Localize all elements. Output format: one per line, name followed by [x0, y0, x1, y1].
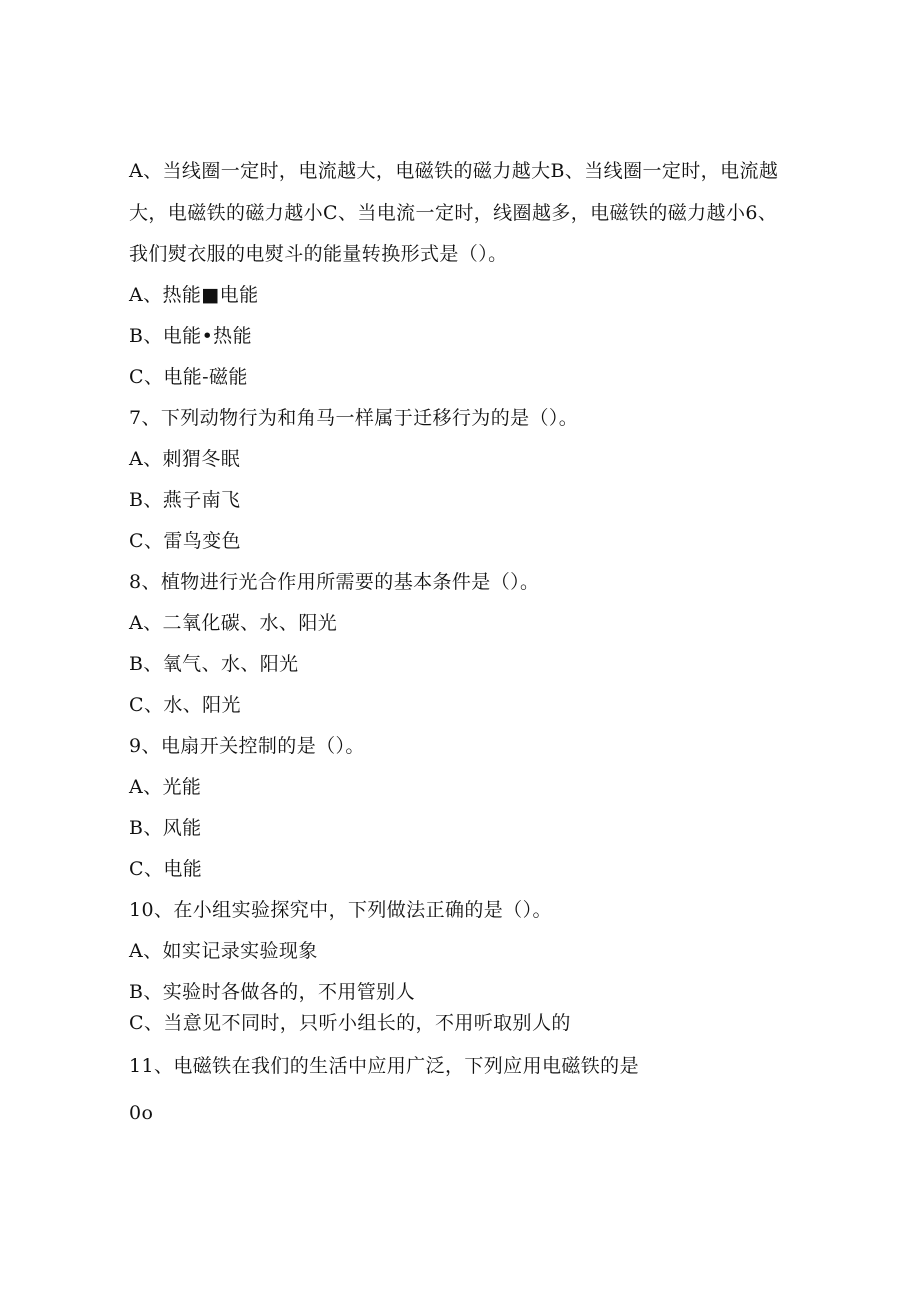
q10-option-a: A、如实记录实验现象 [129, 940, 318, 962]
q9-option-a: A、光能 [129, 776, 202, 798]
q6-question: 我们熨衣服的电熨斗的能量转换形式是（）。 [129, 243, 508, 265]
q9-option-c: C、电能 [129, 858, 203, 880]
q9-option-b: B、风能 [129, 817, 202, 839]
q7-option-b: B、燕子南飞 [129, 489, 241, 511]
q5-options-line-1: A、当线圈一定时，电流越大，电磁铁的磁力越大B、当线圈一定时，电流越 [129, 160, 779, 182]
q8-option-a: A、二氧化碳、水、阳光 [129, 612, 338, 634]
q11-blank: 0o [129, 1102, 154, 1124]
q9-question: 9、电扇开关控制的是（）。 [129, 735, 365, 757]
q8-option-b: B、氧气、水、阳光 [129, 653, 299, 675]
q10-question: 10、在小组实验探究中，下列做法正确的是（）。 [129, 899, 552, 921]
q6-option-c: C、电能-磁能 [129, 366, 248, 388]
q6-option-b: B、电能•热能 [129, 325, 252, 347]
q6-option-a: A、热能■电能 [129, 284, 259, 306]
q8-question: 8、植物进行光合作用所需要的基本条件是（）。 [129, 571, 540, 593]
q5-options-line-2: 大，电磁铁的磁力越小C、当电流一定时，线圈越多，电磁铁的磁力越小6、 [129, 202, 778, 224]
q7-option-c: C、雷鸟变色 [129, 530, 241, 552]
q11-question: 11、电磁铁在我们的生活中应用广泛，下列应用电磁铁的是 [129, 1055, 639, 1077]
q7-question: 7、下列动物行为和角马一样属于迁移行为的是（）。 [129, 407, 579, 429]
q10-option-c: C、当意见不同时，只听小组长的，不用听取别人的 [129, 1012, 571, 1034]
q10-option-b: B、实验时各做各的，不用管别人 [129, 981, 415, 1003]
q7-option-a: A、刺猬冬眠 [129, 448, 241, 470]
q8-option-c: C、水、阳光 [129, 694, 241, 716]
